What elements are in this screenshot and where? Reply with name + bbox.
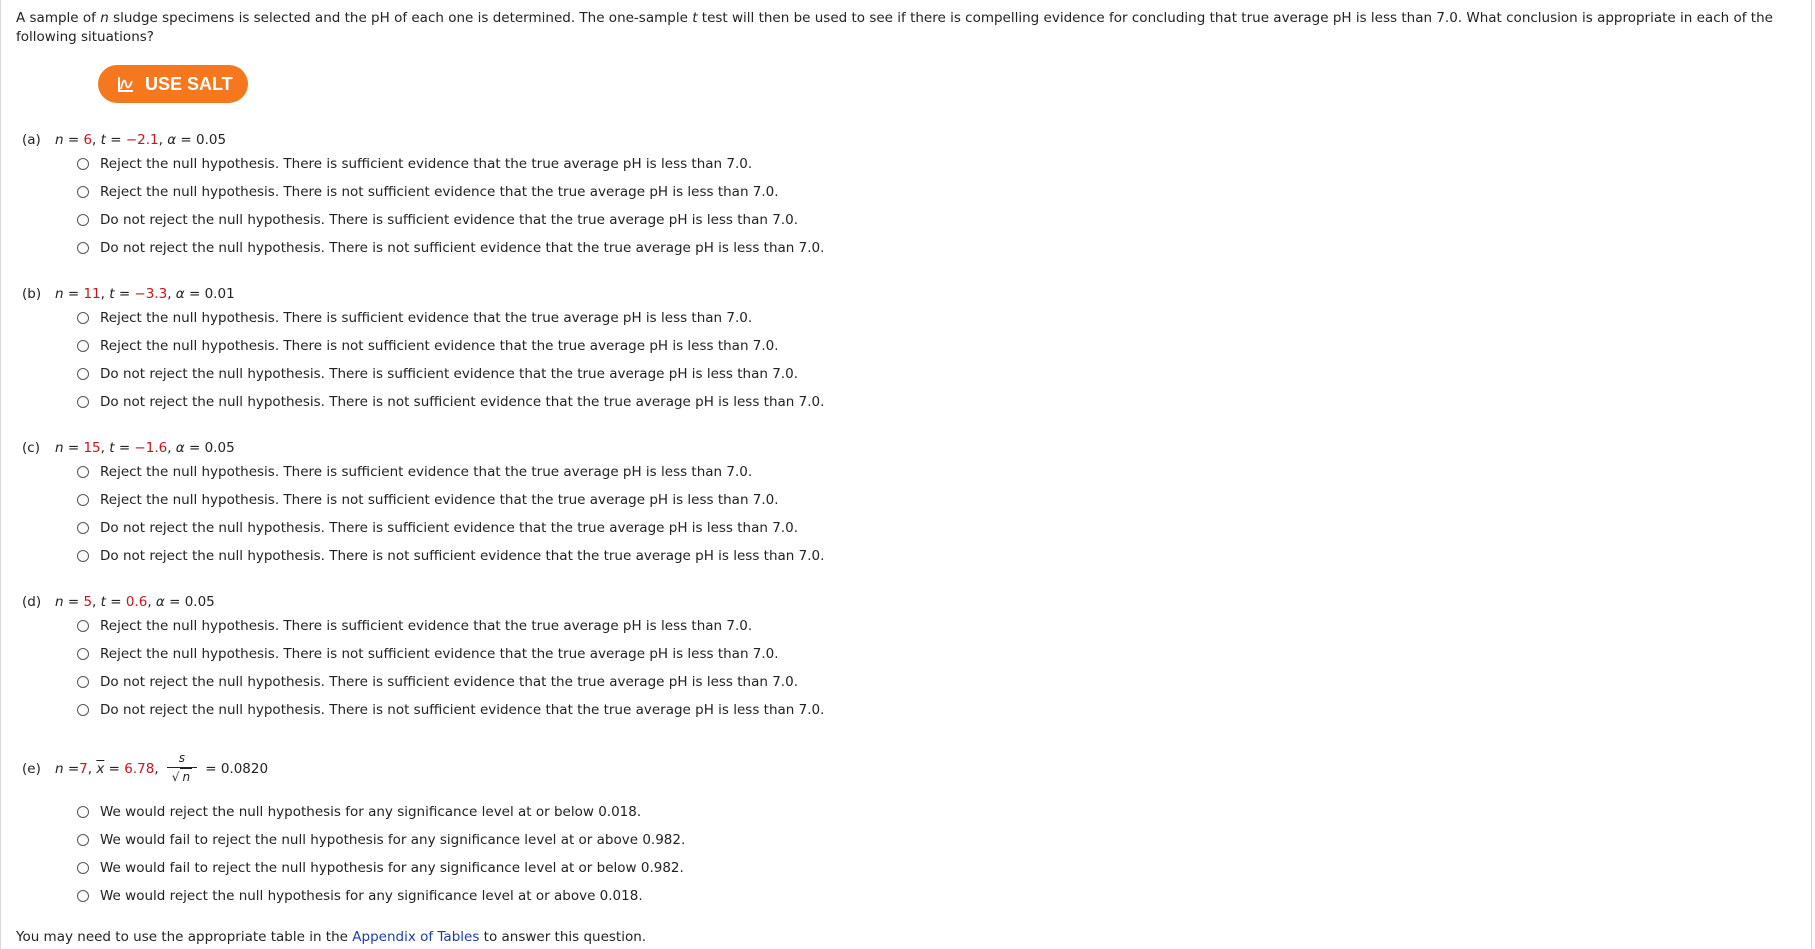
radio-button[interactable]	[77, 368, 89, 380]
separator: ,	[158, 132, 168, 148]
radio-button[interactable]	[77, 834, 89, 846]
t-symbol: t =	[100, 132, 126, 148]
option-label[interactable]: We would reject the null hypothesis for any significance level at or above 0.018.	[100, 888, 643, 904]
part-b-header	[22, 284, 824, 304]
alpha-value: 0.01	[204, 286, 235, 302]
n-symbol: n =	[55, 132, 84, 148]
alpha-value: 0.05	[184, 594, 215, 610]
part-b	[22, 284, 824, 416]
appendix-link[interactable]: Appendix of Tables	[352, 929, 480, 945]
part-label: (e)	[22, 761, 41, 777]
radio-button[interactable]	[77, 466, 89, 478]
salt-chart-icon	[117, 75, 135, 93]
option-label[interactable]: Do not reject the null hypothesis. There is sufficient evidence that the true average pH is less than 7.0.	[100, 520, 798, 536]
question-intro	[16, 9, 1796, 47]
part-label: (c)	[22, 440, 40, 456]
option-label[interactable]: Reject the null hypothesis. There is sufficient evidence that the true average pH is less than 7.0.	[100, 156, 753, 172]
option-label[interactable]: Reject the null hypothesis. There is not sufficient evidence that the true average pH is less than 7.0.	[100, 492, 779, 508]
part-d-options	[77, 612, 824, 724]
radio-button[interactable]	[77, 648, 89, 660]
xbar-symbol: $\overline{x}$	[96, 761, 105, 777]
option-label[interactable]: Reject the null hypothesis. There is not sufficient evidence that the true average pH is less than 7.0.	[100, 184, 779, 200]
option-row[interactable]	[77, 854, 685, 882]
footer-text: You may need to use the appropriate table in the	[16, 929, 353, 945]
radio-button[interactable]	[77, 312, 89, 324]
option-label[interactable]: We would fail to reject the null hypothesis for any significance level at or above 0.982.	[100, 832, 686, 848]
radio-button[interactable]	[77, 550, 89, 562]
footer-note	[16, 928, 646, 946]
option-label[interactable]: Reject the null hypothesis. There is sufficient evidence that the true average pH is less than 7.0.	[100, 310, 753, 326]
t-symbol: t =	[100, 594, 126, 610]
n-value: 11	[83, 286, 101, 302]
n-symbol: n =	[55, 761, 80, 777]
option-row[interactable]	[77, 798, 685, 826]
alpha-value: 0.05	[196, 132, 227, 148]
radio-button[interactable]	[77, 890, 89, 902]
radio-button[interactable]	[77, 494, 89, 506]
part-c-options	[77, 458, 824, 570]
option-row[interactable]	[77, 696, 824, 724]
part-d-header	[22, 592, 824, 612]
option-row[interactable]	[77, 612, 824, 640]
alpha-symbol: α =	[175, 440, 205, 456]
option-row[interactable]	[77, 360, 824, 388]
separator: ,	[87, 761, 97, 777]
n-symbol: n =	[55, 594, 84, 610]
n-value: 7	[79, 761, 88, 777]
part-label: (b)	[22, 286, 42, 302]
part-a-options	[77, 150, 824, 262]
option-label[interactable]: Do not reject the null hypothesis. There is sufficient evidence that the true average pH is less than 7.0.	[100, 674, 798, 690]
option-row[interactable]	[77, 640, 824, 668]
option-row[interactable]	[77, 206, 824, 234]
option-row[interactable]	[77, 514, 824, 542]
alpha-symbol: α =	[175, 286, 205, 302]
separator: ,	[100, 440, 110, 456]
option-label[interactable]: We would fail to reject the null hypothesis for any significance level at or below 0.982.	[100, 860, 684, 876]
part-c	[22, 438, 824, 570]
separator: ,	[154, 761, 163, 777]
option-label[interactable]: Do not reject the null hypothesis. There is sufficient evidence that the true average pH is less than 7.0.	[100, 366, 798, 382]
option-label[interactable]: Reject the null hypothesis. There is not sufficient evidence that the true average pH is less than 7.0.	[100, 338, 779, 354]
option-label[interactable]: Do not reject the null hypothesis. There is not sufficient evidence that the true average pH is less than 7.0.	[100, 240, 825, 256]
radical-sign: √	[171, 770, 180, 784]
part-c-header	[22, 438, 824, 458]
option-row[interactable]	[77, 486, 824, 514]
t-value: −3.3	[134, 286, 168, 302]
t-value: −1.6	[134, 440, 168, 456]
part-e	[22, 748, 685, 910]
n-symbol: n =	[55, 286, 84, 302]
part-b-options	[77, 304, 824, 416]
alpha-value: 0.05	[204, 440, 235, 456]
separator: ,	[100, 286, 110, 302]
part-a	[22, 130, 824, 262]
t-value: 0.6	[125, 594, 148, 610]
part-a-header	[22, 130, 824, 150]
n-symbol: n =	[55, 440, 84, 456]
equals-sign: =	[200, 761, 221, 777]
option-label[interactable]: We would reject the null hypothesis for any significance level at or below 0.018.	[100, 804, 642, 820]
radio-button[interactable]	[77, 522, 89, 534]
footer-text: to answer this question.	[479, 929, 647, 945]
option-row[interactable]	[77, 826, 685, 854]
option-row[interactable]	[77, 542, 824, 570]
t-symbol: t =	[109, 440, 135, 456]
option-row[interactable]	[77, 882, 685, 910]
n-value: 6	[83, 132, 93, 148]
use-salt-button[interactable]	[98, 65, 248, 103]
intro-text: test will then be used to see if there is compelling evidence for concluding that true average pH is less than 7.0. What conclusion is appropriate in each of the following situations?	[16, 10, 1773, 45]
alpha-symbol: α =	[155, 594, 185, 610]
n-value: 15	[83, 440, 101, 456]
intro-t-symbol: t	[692, 10, 698, 26]
alpha-symbol: α =	[167, 132, 196, 148]
radio-button[interactable]	[77, 704, 89, 716]
intro-text: A sample of	[16, 10, 101, 26]
n-value: 5	[83, 594, 93, 610]
option-label[interactable]: Do not reject the null hypothesis. There is not sufficient evidence that the true average pH is less than 7.0.	[100, 702, 825, 718]
option-label[interactable]: Reject the null hypothesis. There is sufficient evidence that the true average pH is less than 7.0.	[100, 464, 753, 480]
option-label[interactable]: Do not reject the null hypothesis. There is not sufficient evidence that the true average pH is less than 7.0.	[100, 394, 825, 410]
option-row[interactable]	[77, 150, 824, 178]
part-e-header	[22, 748, 685, 790]
equals-sign: =	[104, 761, 125, 777]
t-value: −2.1	[125, 132, 159, 148]
intro-n-symbol: n	[100, 10, 109, 26]
radio-button[interactable]	[77, 862, 89, 874]
intro-text: sludge specimens is selected and the pH of each one is determined. The one-sample	[108, 10, 693, 26]
radio-button[interactable]	[77, 676, 89, 688]
radio-button[interactable]	[77, 214, 89, 226]
fraction-numerator: s	[167, 751, 197, 768]
option-label[interactable]: Reject the null hypothesis. There is sufficient evidence that the true average pH is less than 7.0.	[100, 618, 753, 634]
radio-button[interactable]	[77, 340, 89, 352]
separator: ,	[92, 132, 101, 148]
option-row[interactable]	[77, 458, 824, 486]
option-label[interactable]: Do not reject the null hypothesis. There is sufficient evidence that the true average pH is less than 7.0.	[100, 212, 798, 228]
t-symbol: t =	[109, 286, 135, 302]
option-label[interactable]: Do not reject the null hypothesis. There is not sufficient evidence that the true average pH is less than 7.0.	[100, 548, 825, 564]
xbar-value: 6.78	[124, 761, 155, 777]
radio-button[interactable]	[77, 620, 89, 632]
separator: ,	[147, 594, 156, 610]
radio-button[interactable]	[77, 242, 89, 254]
separator: ,	[167, 286, 176, 302]
part-d	[22, 592, 824, 724]
radio-button[interactable]	[77, 396, 89, 408]
option-row[interactable]	[77, 304, 824, 332]
radio-button[interactable]	[77, 806, 89, 818]
part-label: (a)	[22, 132, 41, 148]
part-label: (d)	[22, 594, 42, 610]
separator: ,	[167, 440, 176, 456]
radicand: n	[182, 770, 191, 784]
ratio-value: 0.0820	[220, 761, 269, 777]
option-row[interactable]	[77, 388, 824, 416]
s-over-root-n-fraction	[167, 751, 197, 785]
use-salt-label: USE SALT	[145, 73, 233, 94]
option-row[interactable]	[77, 234, 824, 262]
part-e-options	[77, 798, 685, 910]
option-row[interactable]	[77, 178, 824, 206]
radio-button[interactable]	[77, 186, 89, 198]
option-row[interactable]	[77, 332, 824, 360]
option-label[interactable]: Reject the null hypothesis. There is not sufficient evidence that the true average pH is less than 7.0.	[100, 646, 779, 662]
separator: ,	[92, 594, 101, 610]
fraction-denominator	[172, 768, 192, 785]
radio-button[interactable]	[77, 158, 89, 170]
option-row[interactable]	[77, 668, 824, 696]
